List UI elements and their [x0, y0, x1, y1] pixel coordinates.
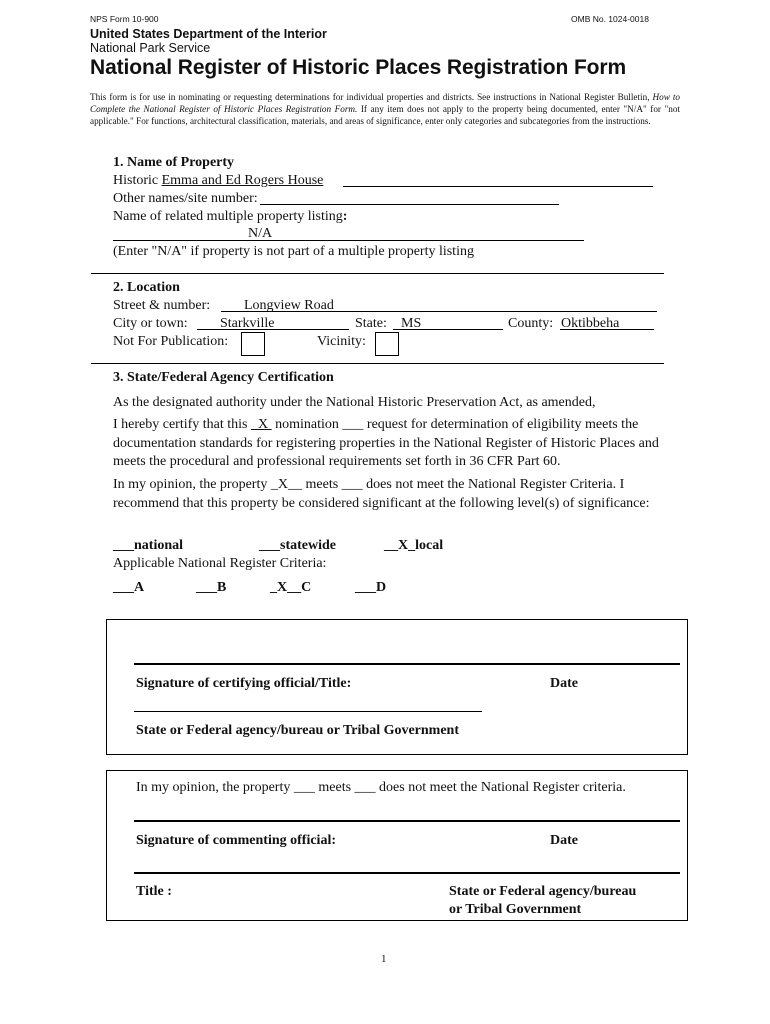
other-names-field[interactable] [260, 204, 559, 205]
state-label: State: [355, 316, 387, 331]
related-listing-row [113, 208, 347, 226]
criterion-d[interactable]: ___D [355, 580, 387, 595]
other-names-label: Other names/site number: [113, 191, 258, 206]
street-field[interactable]: Longview Road [244, 298, 334, 313]
section3-heading: 3. State/Federal Agency Certification [113, 370, 334, 385]
commenting-signature-line[interactable] [134, 820, 680, 822]
related-listing-colon: : [342, 209, 348, 224]
intro-bulletin-title: How to Complete the National Register of Historic Places Registration Form. [90, 92, 680, 115]
related-listing-note: (Enter "N/A" if property is not part of a multiple property listing [113, 244, 474, 259]
page-number: 1 [381, 953, 387, 965]
criterion-a[interactable]: ___A [113, 580, 145, 595]
commenting-title-label: Title : [136, 884, 172, 899]
intro-text [90, 91, 680, 128]
certify-part-1: I hereby certify that this [113, 417, 252, 432]
level-local[interactable]: __X_local [384, 538, 444, 553]
section1-heading: 1. Name of Property [113, 155, 235, 170]
not-for-publication-label: Not For Publication: [113, 334, 229, 349]
criterion-b[interactable]: ___B [196, 580, 227, 595]
authority-text: As the designated authority under the National Historic Preservation Act, as amended, [113, 395, 596, 410]
commenting-signature-label: Signature of commenting official: [136, 833, 336, 848]
street-label: Street & number: [113, 298, 211, 313]
certifying-signature-line[interactable] [134, 663, 680, 665]
certify-part-2: nomination [271, 417, 343, 432]
level-national[interactable]: ___national [113, 538, 184, 553]
vicinity-checkbox[interactable] [375, 332, 399, 356]
intro-part-1: This form is for use in nominating or requesting determinations for individual properties and districts. See instructions in National Register Bulletin, [90, 92, 653, 102]
city-field[interactable]: Starkville [220, 316, 275, 331]
historic-label: Historic [113, 173, 159, 188]
certify-part-3: request for determination of eligibility meets the documentation standards for registering properties in the National Register of Historic Places and meets the procedural and professional requirements set forth in 36 CFR Part 60. [113, 417, 659, 469]
request-mark[interactable]: ___ [342, 417, 364, 432]
intro-part-2: If any item does not apply to the property being documented, enter "N/A" for "not applicable." For functions, architectural classification, materials, and areas of significance, enter only categories and subcategories from the instructions. [90, 104, 680, 127]
opinion-part-2: meets [302, 477, 342, 492]
certify-paragraph [113, 416, 678, 472]
related-listing-label: Name of related multiple property listing [113, 209, 343, 224]
related-listing-field[interactable] [113, 240, 584, 241]
vicinity-label: Vicinity: [317, 334, 366, 349]
department: United States Department of the Interior [90, 27, 327, 41]
historic-name-field[interactable]: Emma and Ed Rogers House [161, 173, 324, 188]
section-divider [91, 363, 664, 364]
commenting-date-label: Date [550, 833, 578, 848]
service: National Park Service [90, 41, 211, 55]
opinion-paragraph [113, 476, 678, 513]
certifying-signature-label: Signature of certifying official/Title: [136, 676, 352, 691]
nomination-mark[interactable]: X [251, 417, 272, 432]
commenting-meets-mark[interactable]: ___ [293, 780, 315, 795]
county-label: County: [508, 316, 554, 331]
city-label: City or town: [113, 316, 188, 331]
commenting-opinion: In my opinion, the property ___ meets ___ does not meet the National Register criteria. [136, 780, 626, 795]
state-field[interactable]: MS [401, 316, 422, 331]
commenting-agency-label-1: State or Federal agency/bureau [449, 884, 637, 899]
historic-name-row [113, 172, 323, 190]
related-listing-value: N/A [248, 226, 273, 241]
commenting-agency-label-2: or Tribal Government [449, 902, 582, 917]
criterion-c[interactable]: _X__C [270, 580, 312, 595]
omb-number: OMB No. 1024-0018 [571, 14, 649, 24]
commenting-title-line[interactable] [134, 872, 680, 874]
county-field[interactable]: Oktibbeha [561, 316, 620, 331]
criteria-label: Applicable National Register Criteria: [113, 556, 327, 571]
section-divider [91, 273, 664, 274]
opinion-part-1: In my opinion, the property [113, 477, 271, 492]
opinion-part-3: does not meet the National Register Criteria. I recommend that this property be considered significant at the following level(s) of significance: [113, 477, 650, 511]
not-for-publication-checkbox[interactable] [241, 332, 265, 356]
certifying-agency-label: State or Federal agency/bureau or Tribal Government [136, 723, 460, 738]
form-number: NPS Form 10-900 [90, 14, 159, 24]
commenting-does-not-meet-mark[interactable]: ___ [354, 780, 376, 795]
certifying-date-label: Date [550, 676, 578, 691]
section2-heading: 2. Location [113, 280, 180, 295]
does-not-meet-mark[interactable]: ___ [341, 477, 363, 492]
agency-signature-line[interactable] [134, 711, 482, 712]
page-title: National Register of Historic Places Registration Form [90, 56, 627, 79]
level-statewide[interactable]: ___statewide [259, 538, 336, 553]
meets-mark[interactable]: _X__ [270, 477, 302, 492]
